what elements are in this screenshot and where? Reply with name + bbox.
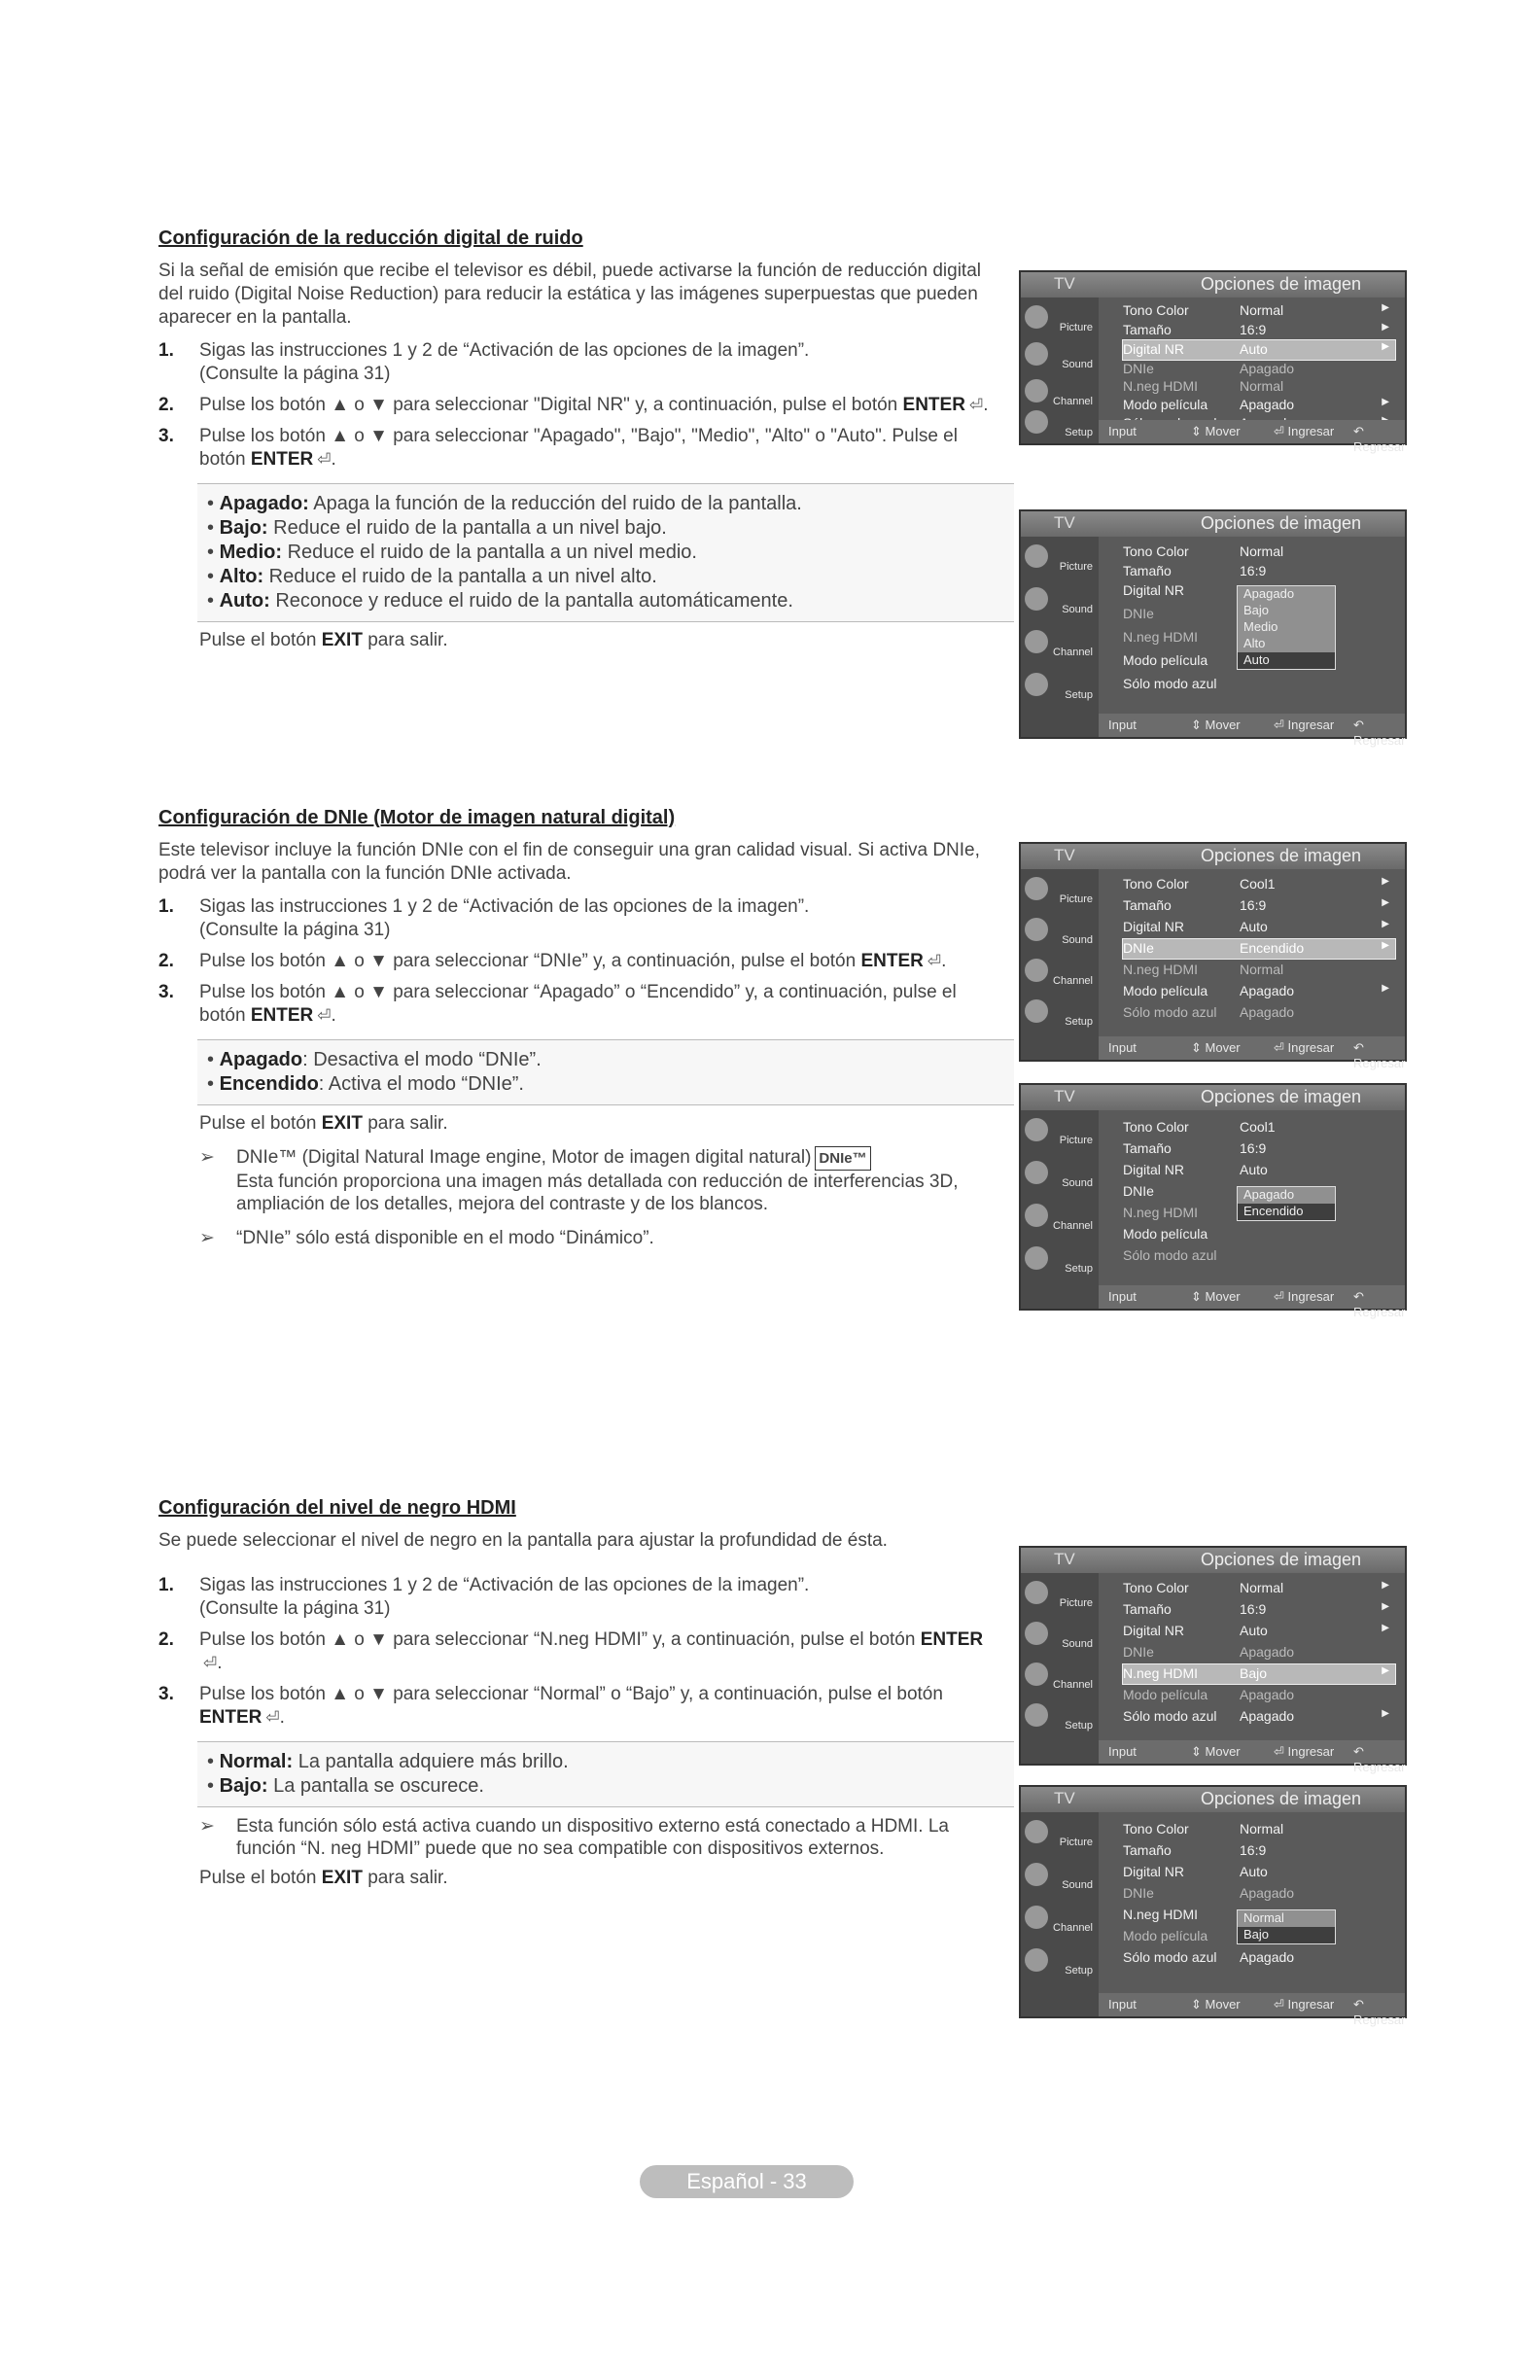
- menu-title: Opciones de imagen: [1200, 1087, 1362, 1106]
- channel-icon: [1025, 1906, 1048, 1929]
- section-hdmi-black: [158, 1497, 1014, 1889]
- step-item: 3. Pulse los botón ▲ o ▼ para seleccionar "Apagado", "Bajo", "Medio", "Alto" o "Auto". Pulse el botón ENTER ⏎.: [158, 426, 958, 470]
- dnie-logo-icon: DNIe™: [815, 1146, 870, 1171]
- menu-sidebar: Picture Sound Channel Setup: [1021, 537, 1099, 737]
- enter-icon: ⏎: [927, 952, 942, 970]
- step-text: (Consulte la página 31): [199, 364, 391, 384]
- picture-icon: [1025, 305, 1048, 329]
- steps-list: [158, 1574, 995, 1730]
- menu-footer: Input ⇕ Mover ⏎ Ingresar ↶ Regresar: [1099, 1740, 1405, 1764]
- step-text: Pulse los botón ▲ o ▼ para seleccionar “Apagado” o “Encendido” y, a continuación, pulse el botón: [199, 982, 957, 1026]
- menu-footer: Input ⇕ Mover ⏎ Ingresar ↶ Regresar: [1099, 420, 1405, 443]
- step-text: Pulse los botón ▲ o ▼ para seleccionar “Normal” o “Bajo” y, a continuación, pulse el botón: [199, 1684, 943, 1704]
- channel-icon: [1025, 379, 1048, 402]
- menu-footer: Input ⇕ Mover ⏎ Ingresar ↶ Regresar: [1099, 714, 1405, 737]
- bullet-item: • Apagado: Desactiva el modo “DNIe”.: [207, 1049, 542, 1070]
- enter-icon: ⏎: [265, 1708, 280, 1727]
- menu-title: Opciones de imagen: [1200, 846, 1362, 865]
- arrow-icon: ➢: [199, 1228, 215, 1248]
- tv-menu-screenshot: TV Opciones de imagen Picture Sound Channel Setup Tono Color Cool1 Tamaño 16:9 Digital NR Auto DNIe N.neg HDMI Modo película Sólo modo azul Apagado Encendido Input ⇕ Mover ⏎ Ingresar ↶ Regresar: [1019, 1083, 1407, 1311]
- tip-note: ➢ DNIe™ (Digital Natural Image engine, Motor de imagen digital natural) DNIe™ Esta función proporciona una imagen más detallada con reducción de interferencias 3D, ampliación de los detalles, mejora del contraste y de los blancos.: [199, 1147, 959, 1214]
- picture-icon: [1025, 544, 1048, 568]
- sound-icon: [1025, 1161, 1048, 1184]
- step-text: Pulse los botón ▲ o ▼ para seleccionar “DNIe” y, a continuación, pulse el botón: [199, 951, 857, 971]
- step-text: Sigas las instrucciones 1 y 2 de “Activación de las opciones de la imagen”.: [199, 340, 810, 361]
- step-text: Pulse los botón ▲ o ▼ para seleccionar “N.neg HDMI” y, a continuación, pulse el botón: [199, 1629, 916, 1650]
- step-number: 2.: [158, 1629, 174, 1650]
- picture-icon: [1025, 1581, 1048, 1604]
- step-text: Sigas las instrucciones 1 y 2 de “Activación de las opciones de la imagen”.: [199, 896, 810, 917]
- step-item: 3. Pulse los botón ▲ o ▼ para seleccionar “Normal” o “Bajo” y, a continuación, pulse el botón ENTER ⏎.: [158, 1684, 943, 1728]
- tv-menu-screenshot: TV Opciones de imagen Picture Sound Channel Setup Tono Color Normal ▶ Tamaño 16:9 ▶ Digital NR Auto ▶ DNIe Apagado N.neg HDMI Bajo ▶ Modo película Apagado Sólo modo azul Apagado ▶ Input ⇕ Mover ⏎ Ingresar ↶ Regresar: [1019, 1546, 1407, 1766]
- picture-icon: [1025, 1118, 1048, 1141]
- intro-text: Se puede seleccionar el nivel de negro en la pantalla para ajustar la profundidad de ésta.: [158, 1530, 888, 1551]
- page-number: Español - 33: [640, 2165, 854, 2198]
- step-number: 3.: [158, 982, 174, 1002]
- tv-menu-screenshot: TV Opciones de imagen Picture Sound Channel Setup Tono Color Normal ▶ Tamaño 16:9 ▶ Digital NR Auto ▶ DNIe Apagado N.neg HDMI Normal Modo película Apagado ▶ Input ⇕ Mover ⏎ Ingresar ↶ Regresar: [1019, 270, 1407, 445]
- options-box: [197, 483, 1014, 622]
- setup-icon: [1025, 999, 1048, 1023]
- enter-label: ENTER: [902, 395, 965, 415]
- step-item: 3. Pulse los botón ▲ o ▼ para seleccionar “Apagado” o “Encendido” y, a continuación, pulse el botón ENTER ⏎.: [158, 982, 957, 1026]
- bullet-item: • Medio: Reduce el ruido de la pantalla a un nivel medio.: [207, 542, 697, 563]
- menu-title: Opciones de imagen: [1200, 1550, 1362, 1569]
- step-item: [158, 895, 995, 942]
- step-item: 2. Pulse los botón ▲ o ▼ para seleccionar "Digital NR" y, a continuación, pulse el botón ENTER ⏎.: [158, 395, 989, 415]
- step-number: 1.: [158, 340, 174, 361]
- channel-icon: [1025, 1204, 1048, 1227]
- options-box: [197, 1741, 1014, 1807]
- section-title: Configuración del nivel de negro HDMI: [158, 1497, 516, 1519]
- intro-text: Este televisor incluye la función DNIe con el fin de conseguir una gran calidad visual. Si activa DNIe, podrá ver la pantalla con la función DNIe activada.: [158, 840, 980, 884]
- step-text: Pulse los botón ▲ o ▼ para seleccionar "Digital NR" y, a continuación, pulse el botón: [199, 395, 898, 415]
- sound-icon: [1025, 1863, 1048, 1886]
- step-text: (Consulte la página 31): [199, 1598, 391, 1619]
- menu-sidebar: Picture Sound Channel Setup: [1021, 869, 1099, 1060]
- enter-icon: ⏎: [317, 1006, 332, 1025]
- step-number: 3.: [158, 426, 174, 446]
- bullet-item: • Alto: Reduce el ruido de la pantalla a un nivel alto.: [207, 566, 657, 587]
- bullet-item: • Encendido: Activa el modo “DNIe”.: [207, 1073, 524, 1095]
- setup-icon: [1025, 1948, 1048, 1972]
- channel-icon: [1025, 1662, 1048, 1686]
- picture-icon: [1025, 1820, 1048, 1843]
- bullet-item: • Bajo: Reduce el ruido de la pantalla a un nivel bajo.: [207, 517, 667, 539]
- channel-icon: [1025, 959, 1048, 982]
- exit-instruction: Pulse el botón EXIT para salir.: [199, 630, 448, 650]
- step-item: [158, 1574, 995, 1621]
- tv-menu-screenshot: TV Opciones de imagen Picture Sound Channel Setup Tono Color Normal Tamaño 16:9 Digital NR Auto DNIe Apagado N.neg HDMI Modo película Sólo modo azul Apagado Normal Bajo Input ⇕ Mover ⏎ Ingresar ↶ Regresar: [1019, 1785, 1407, 2018]
- sound-icon: [1025, 587, 1048, 611]
- sound-icon: [1025, 342, 1048, 366]
- arrow-icon: ➢: [199, 1816, 215, 1837]
- step-item: [158, 339, 995, 386]
- enter-icon: ⏎: [203, 1654, 218, 1672]
- exit-instruction: Pulse el botón EXIT para salir.: [199, 1868, 448, 1888]
- enter-label: ENTER: [860, 951, 924, 971]
- options-box: [197, 1039, 1014, 1105]
- menu-title: Opciones de imagen: [1200, 1789, 1362, 1808]
- enter-icon: ⏎: [317, 450, 332, 469]
- picture-icon: [1025, 877, 1048, 900]
- section-digital-nr: [158, 228, 1014, 651]
- arrow-icon: ➢: [199, 1147, 215, 1168]
- menu-title: Opciones de imagen: [1200, 274, 1362, 294]
- menu-sidebar: Picture Sound Channel Setup: [1021, 1573, 1099, 1764]
- enter-label: ENTER: [920, 1629, 984, 1650]
- bullet-item: • Auto: Reconoce y reduce el ruido de la pantalla automáticamente.: [207, 590, 793, 612]
- menu-sidebar: Picture Sound Channel Setup: [1021, 298, 1099, 443]
- step-number: 1.: [158, 1575, 174, 1595]
- enter-label: ENTER: [250, 449, 314, 470]
- menu-sidebar: Picture Sound Channel Setup: [1021, 1110, 1099, 1309]
- step-number: 2.: [158, 951, 174, 971]
- options-dropdown: Apagado Encendido: [1237, 1186, 1336, 1221]
- menu-title: Opciones de imagen: [1200, 513, 1362, 533]
- section-title: Configuración de DNIe (Motor de imagen natural digital): [158, 807, 676, 828]
- exit-instruction: Pulse el botón EXIT para salir.: [199, 1113, 448, 1134]
- tv-menu-screenshot: TV Opciones de imagen Picture Sound Channel Setup Tono Color Cool1 ▶ Tamaño 16:9 ▶ Digital NR Auto ▶ DNIe Encendido ▶ N.neg HDMI Normal Modo película Apagado ▶ Sólo modo azul Apagado Input ⇕ Mover ⏎ Ingresar ↶ Regresar: [1019, 842, 1407, 1062]
- step-item: 2. Pulse los botón ▲ o ▼ para seleccionar “N.neg HDMI” y, a continuación, pulse el botón ENTER⏎.: [158, 1629, 984, 1673]
- setup-icon: [1025, 1246, 1048, 1270]
- step-number: 3.: [158, 1684, 174, 1704]
- menu-sidebar: Picture Sound Channel Setup: [1021, 1812, 1099, 2016]
- step-text: (Consulte la página 31): [199, 920, 391, 940]
- menu-footer: Input ⇕ Mover ⏎ Ingresar ↶ Regresar: [1099, 1285, 1405, 1309]
- steps-list: [158, 339, 995, 472]
- menu-footer: Input ⇕ Mover ⏎ Ingresar ↶ Regresar: [1099, 1036, 1405, 1060]
- enter-label: ENTER: [199, 1707, 262, 1728]
- options-dropdown: Apagado Bajo Medio Alto Auto: [1237, 585, 1336, 670]
- channel-icon: [1025, 630, 1048, 653]
- options-dropdown: Normal Bajo: [1237, 1909, 1336, 1944]
- section-dnie: [158, 807, 1014, 1249]
- step-number: 2.: [158, 395, 174, 415]
- tip-note: ➢ Esta función sólo está activa cuando un dispositivo externo está conectado a HDMI. La función “N. neg HDMI” puede que no sea compatible con dispositivos externos.: [199, 1816, 949, 1859]
- step-text: Sigas las instrucciones 1 y 2 de “Activación de las opciones de la imagen”.: [199, 1575, 810, 1595]
- tv-menu-screenshot: TV Opciones de imagen Picture Sound Channel Setup Tono Color Normal Tamaño 16:9 Digital NR DNIe N.neg HDMI Modo película Sólo modo azul Apagado Bajo Medio Alto Auto Input ⇕ Mover ⏎ Ingresar ↶ Regresar: [1019, 509, 1407, 739]
- step-text: Pulse los botón ▲ o ▼ para seleccionar "Apagado", "Bajo", "Medio", "Alto" o "Auto". Pulse el botón: [199, 426, 958, 470]
- bullet-item: • Bajo: La pantalla se oscurece.: [207, 1775, 484, 1797]
- section-title: Configuración de la reducción digital de ruido: [158, 228, 583, 249]
- sound-icon: [1025, 918, 1048, 941]
- bullet-item: • Apagado: Apaga la función de la reducción del ruido de la pantalla.: [207, 493, 802, 514]
- sound-icon: [1025, 1622, 1048, 1645]
- step-number: 1.: [158, 896, 174, 917]
- bullet-item: • Normal: La pantalla adquiere más brillo.: [207, 1751, 569, 1772]
- step-item: 2. Pulse los botón ▲ o ▼ para seleccionar “DNIe” y, a continuación, pulse el botón ENTER ⏎.: [158, 951, 947, 971]
- menu-footer: Input ⇕ Mover ⏎ Ingresar ↶ Regresar: [1099, 1993, 1405, 2016]
- enter-icon: ⏎: [968, 396, 984, 414]
- enter-label: ENTER: [250, 1005, 314, 1026]
- setup-icon: [1025, 673, 1048, 696]
- tip-note: ➢ “DNIe” sólo está disponible en el modo “Dinámico”.: [199, 1228, 654, 1248]
- setup-icon: [1025, 410, 1048, 434]
- setup-icon: [1025, 1703, 1048, 1727]
- intro-text: Si la señal de emisión que recibe el televisor es débil, puede activarse la función de reducción digital del ruido (Digital Noise Reduction) para reducir la estática y las imágenes superpuestas que pueden aparecer en la pantalla.: [158, 261, 982, 328]
- steps-list: [158, 895, 995, 1028]
